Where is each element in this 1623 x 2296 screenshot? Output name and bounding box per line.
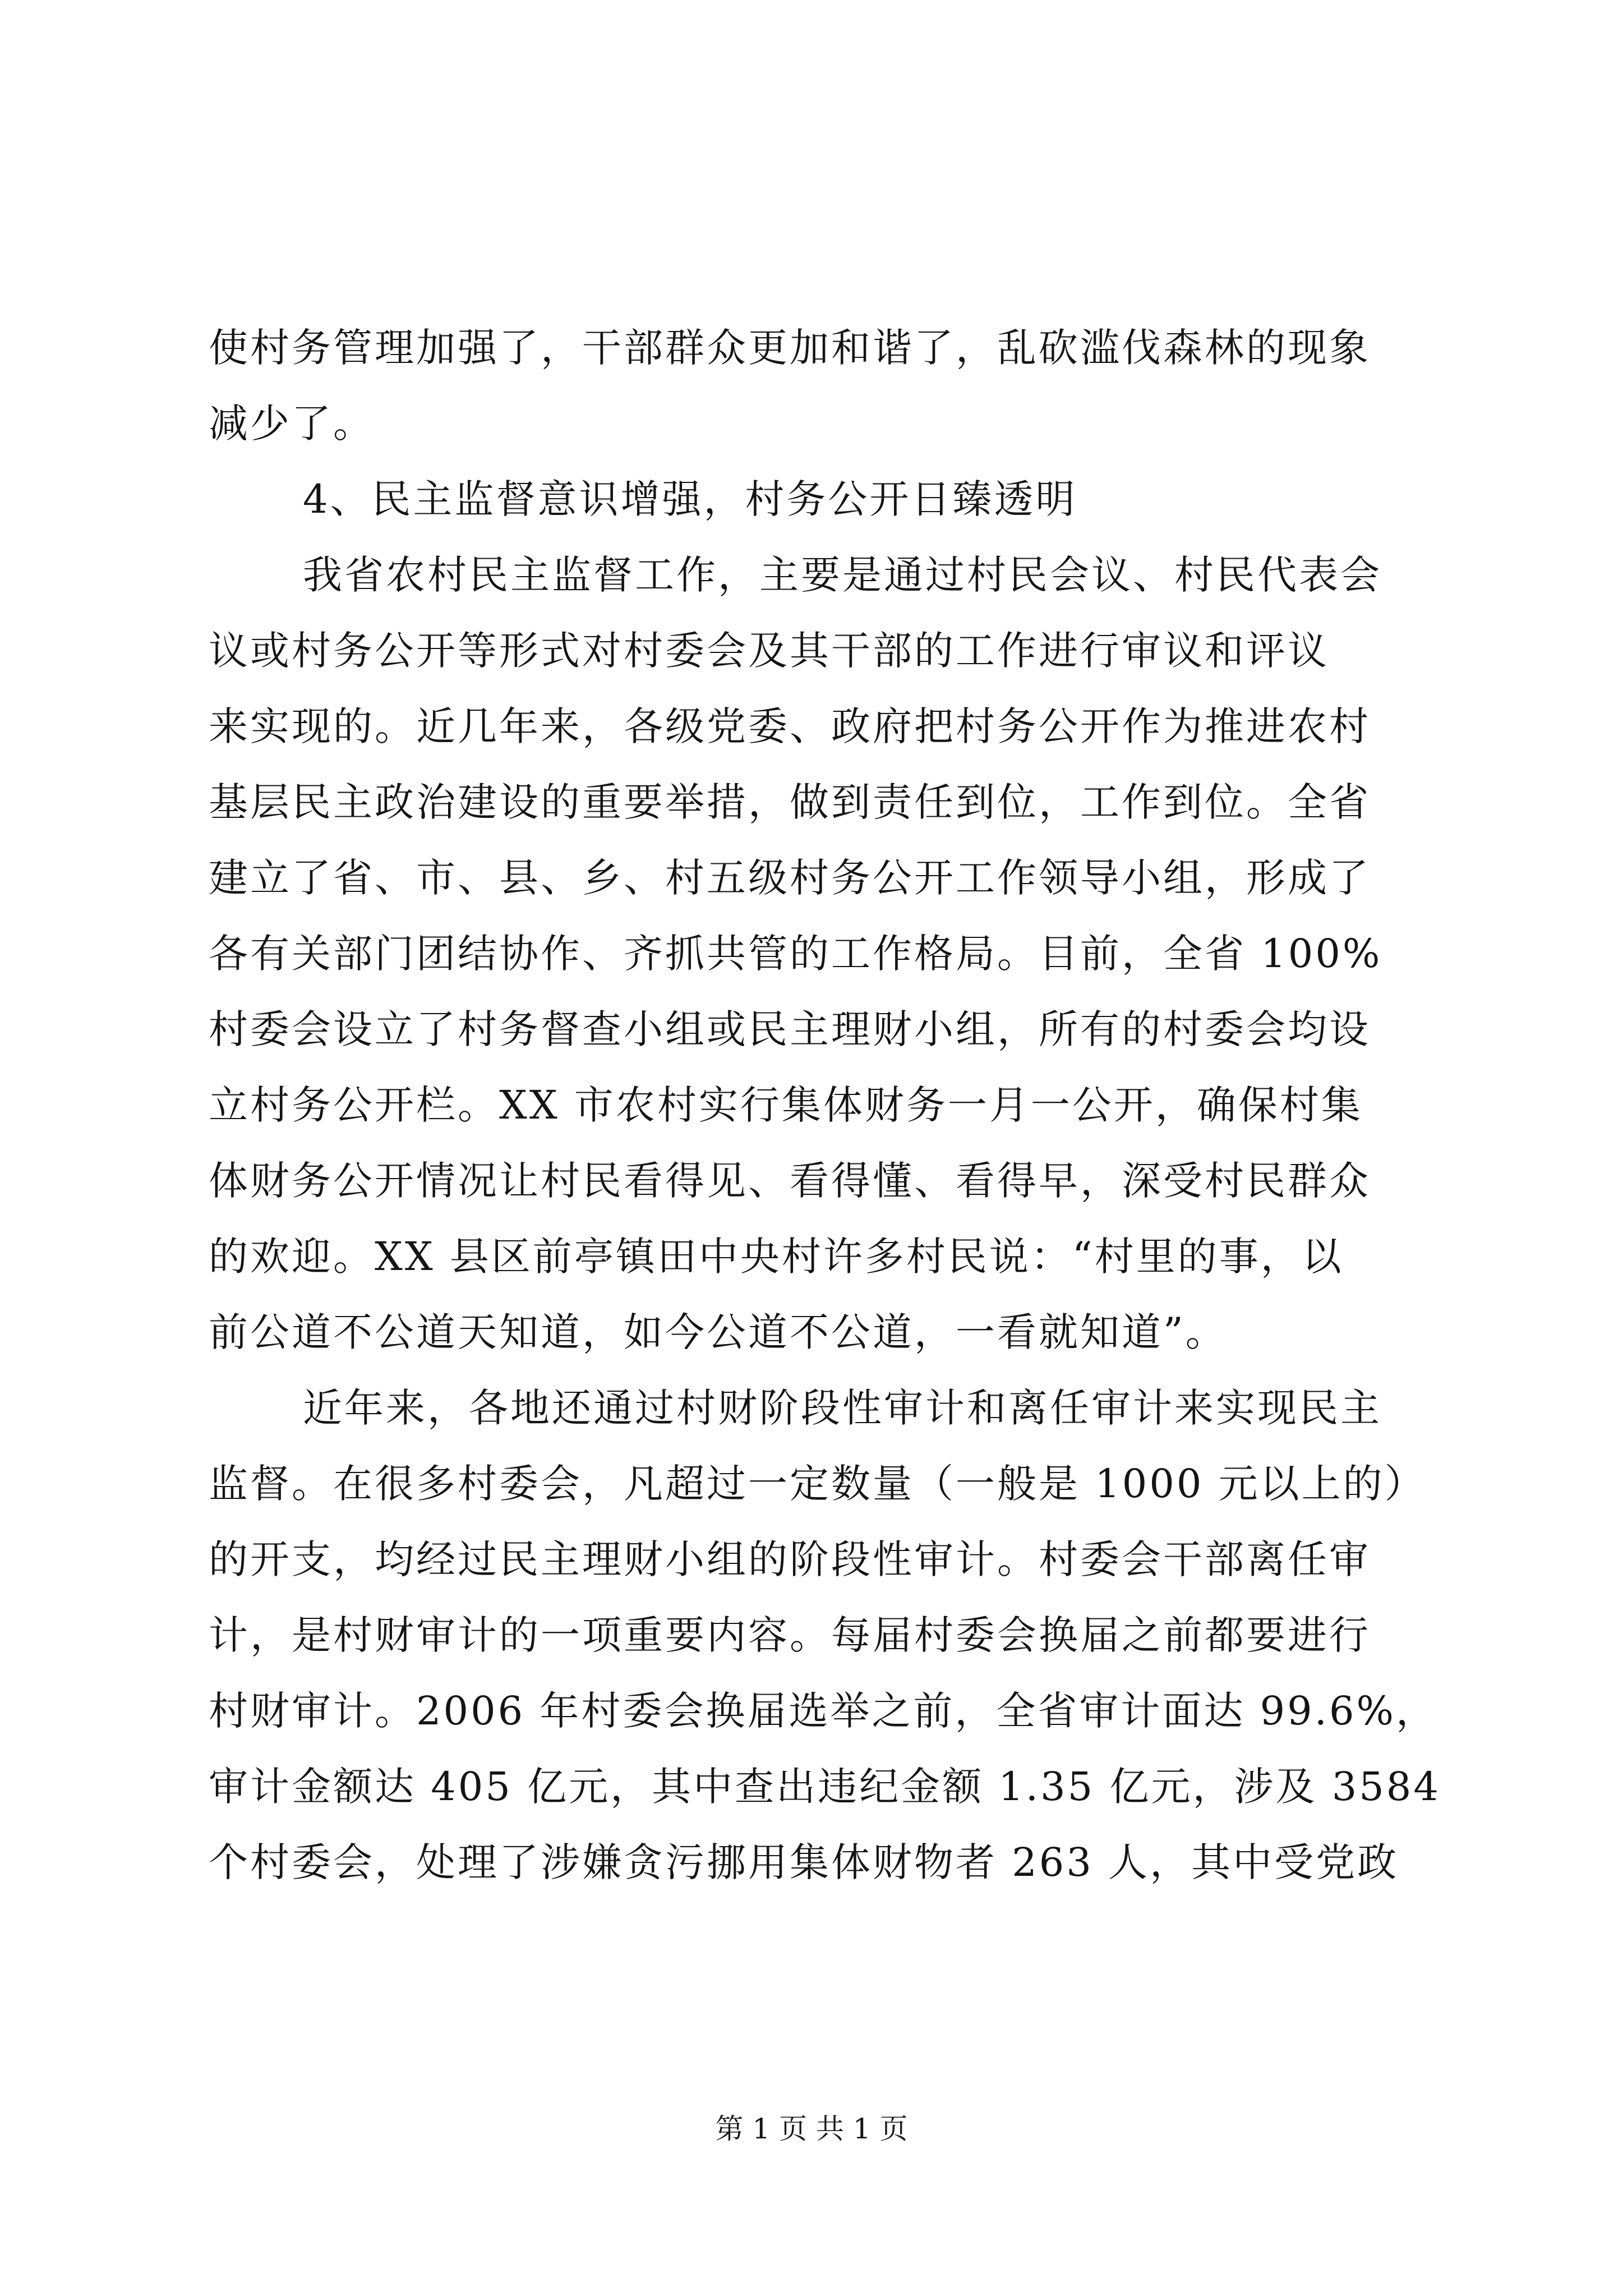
text-line: 我省农村民主监督工作，主要是通过村民会议、村民代表会	[303, 552, 1382, 598]
text-line: 来实现的。近几年来，各级党委、政府把村务公开作为推进农村	[209, 703, 1371, 749]
page-number-footer: 第 1 页 共 1 页	[715, 2113, 908, 2145]
text-line: 近年来，各地还通过村财阶段性审计和离任审计来实现民主	[303, 1385, 1382, 1431]
text-line: 基层民主政治建设的重要举措，做到责任到位，工作到位。全省	[209, 779, 1371, 825]
text-line: 村财审计。2006 年村委会换届选举之前，全省审计面达 99.6%，	[209, 1688, 1438, 1734]
text-line: 的欢迎。XX 县区前亭镇田中央村许多村民说：“村里的事，以	[209, 1234, 1344, 1280]
text-line: 计，是村财审计的一项重要内容。每届村委会换届之前都要进行	[209, 1612, 1371, 1658]
text-line: 村委会设立了村务督查小组或民主理财小组，所有的村委会均设	[209, 1006, 1371, 1052]
text-line: 建立了省、市、县、乡、村五级村务公开工作领导小组，形成了	[209, 855, 1371, 901]
text-line: 立村务公开栏。XX 市农村实行集体财务一月一公开，确保村集	[209, 1082, 1363, 1128]
text-line: 的开支，均经过民主理财小组的阶段性审计。村委会干部离任审	[209, 1536, 1371, 1582]
text-line: 体财务公开情况让村民看得见、看得懂、看得早，深受村民群众	[209, 1158, 1371, 1204]
text-line: 各有关部门团结协作、齐抓共管的工作格局。目前，全省 100%	[209, 931, 1382, 977]
text-line: 使村务管理加强了，干部群众更加和谐了，乱砍滥伐森林的现象	[209, 325, 1371, 371]
text-line: 减少了。	[209, 401, 375, 447]
text-line: 个村委会，处理了涉嫌贪污挪用集体财物者 263 人，其中受党政	[209, 1839, 1399, 1885]
text-line: 监督。在很多村委会，凡超过一定数量（一般是 1000 元以上的）	[209, 1461, 1426, 1507]
section-heading: 4、民主监督意识增强，村务公开日臻透明	[303, 476, 1077, 522]
text-line: 前公道不公道天知道，如今公道不公道，一看就知道”。	[209, 1309, 1227, 1355]
text-line: 议或村务公开等形式对村委会及其干部的工作进行审议和评议	[209, 628, 1329, 674]
text-line: 审计金额达 405 亿元，其中查出违纪金额 1.35 亿元，涉及 3584	[209, 1764, 1441, 1810]
